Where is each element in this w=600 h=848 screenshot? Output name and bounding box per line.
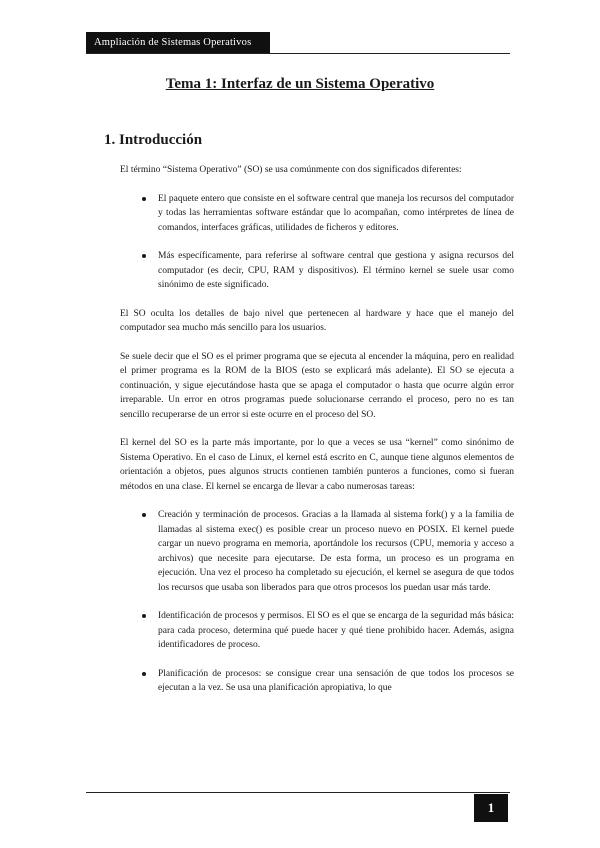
list-item: Creación y terminación de procesos. Gracias a la llamada al sistema fork() y a la familia de llamadas al sistema exec() es posible crear un proceso nuevo en POSIX. El kernel puede cargar un nuevo programa en memoria, aportándole los recursos (CPU, memoria y acceso a archivos) que necesite para ejecutarse. De esta forma, un proceso es un programa en ejecución. Una vez el proceso ha completado su ejecución, el kernel se asegura de que todos los recursos que usaba son liberados para que otros procesos los puedan usar más tarde. xyxy=(158,508,514,595)
list-item: Planificación de procesos: se consigue crear una sensación de que todos los procesos se ejecutan a la vez. Se usa una planificación apropiativa, lo que xyxy=(158,667,514,696)
list-item: Identificación de procesos y permisos. El SO es el que se encarga de la seguridad más básica: para cada proceso, determina qué puede hacer y qué tiene prohibido hacer. Además, asigna identificadores de proceso. xyxy=(158,609,514,653)
bullet-list-kernel-tasks xyxy=(120,508,514,696)
section-heading xyxy=(104,132,202,149)
page-number: 1 xyxy=(474,794,508,822)
section-number: 1. xyxy=(104,132,116,148)
document-title: Tema 1: Interfaz de un Sistema Operativo xyxy=(165,76,435,92)
paragraph: Se suele decir que el SO es el primer programa que se ejecuta al encender la máquina, pero en realidad el primer programa es la ROM de la BIOS (esto se explicará más adelante). El SO se ejecuta a continuación, y sigue ejecutándose hasta que se apaga el computador o hasta que ocurre algún error irreparable. Un error en otros programas puede solucionarse cerrando el proceso, pero no es tan sencillo recuperarse de un error si este ocurre en el proceso del SO. xyxy=(120,351,514,420)
section-title-text: Introducción xyxy=(119,132,203,148)
running-header: Ampliación de Sistemas Operativos xyxy=(86,32,270,54)
header-rule xyxy=(86,53,510,54)
list-item: El paquete entero que consiste en el software central que maneja los recursos del computador y todas las herramientas software estándar que lo acompañan, como intérpretes de línea de comandos, interfaces gráficas, utilidades de ficheros y editores. xyxy=(158,192,514,236)
paragraph: El SO oculta los detalles de bajo nivel que pertenecen al hardware y hace que el manejo del computador sea mucho más sencillo para los usuarios. xyxy=(120,308,514,333)
footer-rule xyxy=(86,792,510,793)
list-item: Más específicamente, para referirse al software central que gestiona y asigna recursos del computador (es decir, CPU, RAM y dispositivos). El término kernel se suele usar como sinónimo de este significado. xyxy=(158,249,514,293)
body-text xyxy=(120,163,514,710)
paragraph: El kernel del SO es la parte más importante, por lo que a veces se usa “kernel” como sinónimo de Sistema Operativo. En el caso de Linux, el kernel está escrito en C, aunque tiene algunos elementos de orientación a objetos, pues algunos structs contienen también punteros a funciones, como si fueran métodos en una clase. El kernel se encarga de llevar a cabo numerosas tareas: xyxy=(120,438,514,492)
paragraph: El término “Sistema Operativo” (SO) se usa comúnmente con dos significados diferentes: xyxy=(120,165,462,175)
bullet-list-meanings xyxy=(120,192,514,293)
